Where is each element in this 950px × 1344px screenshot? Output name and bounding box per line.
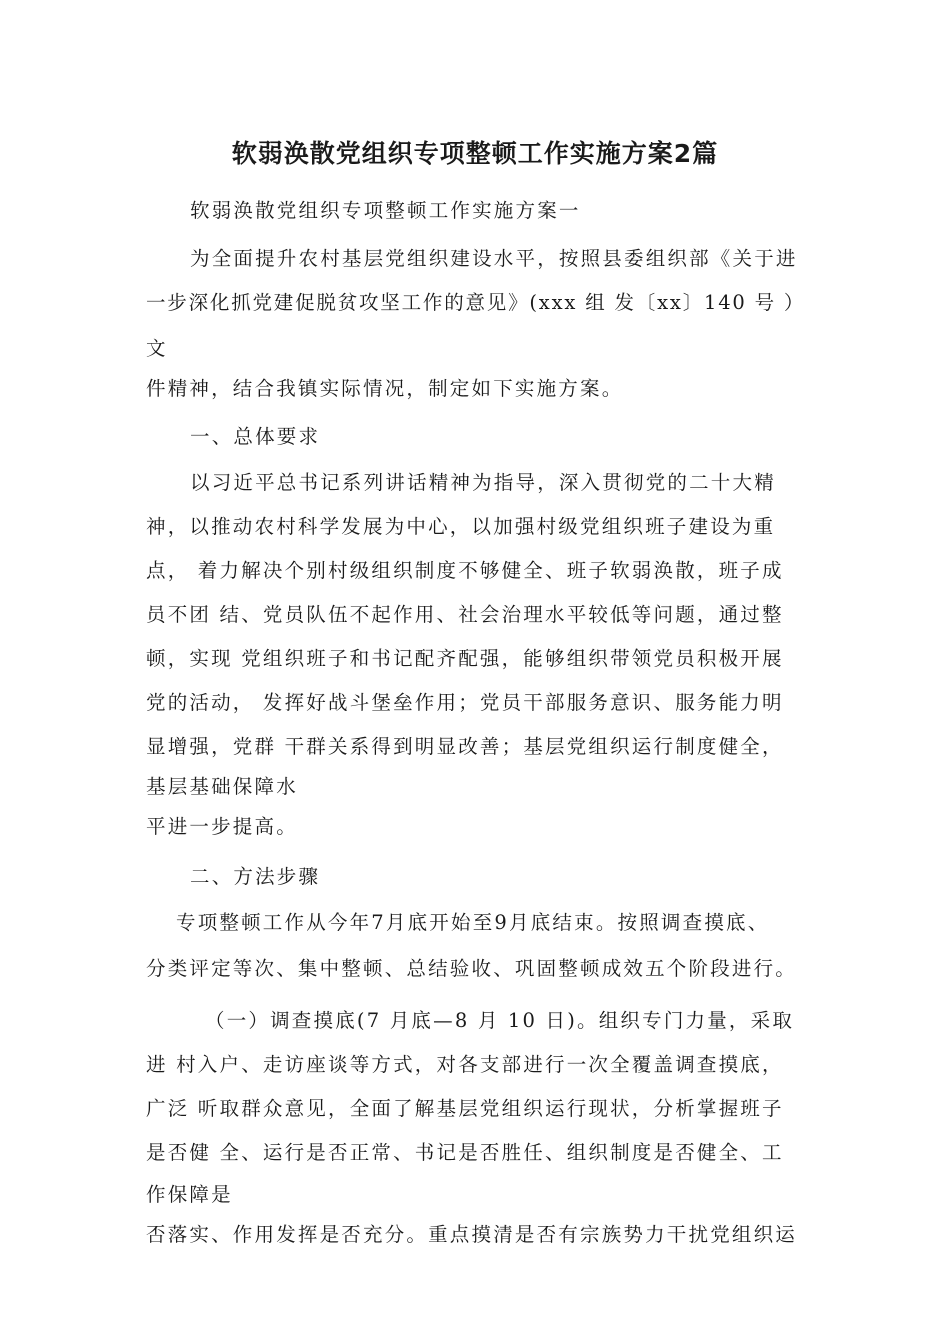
paragraph-line: 基层基础保障水 (146, 775, 298, 798)
paragraph-line: 进 村入户、走访座谈等方式，对各支部进行一次全覆盖调查摸底， (146, 1053, 784, 1076)
paragraph-line: 件精神，结合我镇实际情况，制定如下实施方案。 (146, 377, 624, 400)
paragraph-line: 员不团 结、党员队伍不起作用、社会治理水平较低等问题，通过整 (146, 603, 784, 626)
paragraph-line: 以习近平总书记系列讲话精神为指导，深入贯彻党的二十大精 (190, 471, 776, 494)
paragraph-line: 顿，实现 党组织班子和书记配齐配强，能够组织带领党员积极开展 (146, 647, 784, 670)
subtitle-line: 软弱涣散党组织专项整顿工作实施方案一 (190, 199, 581, 222)
section-heading: 二、方法步骤 (190, 865, 321, 888)
paragraph-line: 显增强，党群 干群关系得到明显改善；基层党组织运行制度健全， (146, 735, 784, 758)
paragraph-line: 为全面提升农村基层党组织建设水平，按照县委组织部《关于进 (190, 247, 798, 270)
paragraph-line: 党的活动， 发挥好战斗堡垒作用；党员干部服务意识、服务能力明 (146, 691, 784, 714)
paragraph-line: 文 (146, 337, 168, 360)
paragraph-line: 专项整顿工作从今年7月底开始至9月底结束。按照调查摸底、 (176, 911, 770, 934)
paragraph-line: 广泛 听取群众意见，全面了解基层党组织运行现状，分析掌握班子 (146, 1097, 784, 1120)
paragraph-line: 平进一步提高。 (146, 815, 298, 838)
paragraph-line: 是否健 全、运行是否正常、书记是否胜任、组织制度是否健全、工 (146, 1141, 784, 1164)
paragraph-line: 一步深化抓党建促脱贫攻坚工作的意见》(xxx 组 发〔xx〕140 号 ） (146, 291, 806, 314)
section-heading: 一、总体要求 (190, 425, 321, 448)
paragraph-line: （一）调查摸底(7 月底—8 月 10 日)。组织专门力量，采取 (205, 1009, 795, 1032)
document-title: 软弱涣散党组织专项整顿工作实施方案2篇 (231, 139, 719, 168)
paragraph-line: 作保障是 (146, 1183, 233, 1206)
paragraph-line: 分类评定等次、集中整顿、总结验收、巩固整顿成效五个阶段进行。 (146, 957, 798, 980)
paragraph-line: 点， 着力解决个别村级组织制度不够健全、班子软弱涣散，班子成 (146, 559, 784, 582)
paragraph-line: 否落实、作用发挥是否充分。重点摸清是否有宗族势力干扰党组织运 (146, 1223, 798, 1246)
paragraph-line: 神，以推动农村科学发展为中心，以加强村级党组织班子建设为重 (146, 515, 776, 538)
